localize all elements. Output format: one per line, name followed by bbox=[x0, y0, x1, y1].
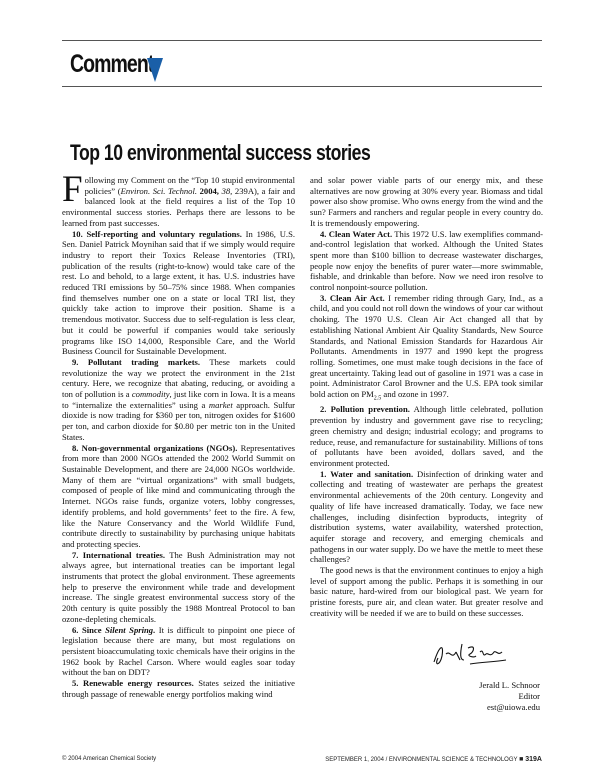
item-7: 7. International treaties. The Bush Administration may not always agree, but international treaties can be important legal instruments that protect the global environment. These agreements help to preserve the environment while trade and development increase. The single greatest environmental success story of the 20th century is quite possibly the 1988 Montreal Protocol to ban ozone-depleting chemicals. bbox=[62, 549, 295, 624]
article-title: Top 10 environmental success stories bbox=[70, 140, 371, 165]
item-9: 9. Pollutant trading markets. These markets could revolutionize the way we protect the environment in the 21st century. Here, we recognize that abating, reducing, or avoiding a ton of pollution is a commodity, just like corn in Iowa. It is a means to “internalize the externalities” using a market approach. Sulfur dioxide is now trading for $360 per ton, nitrogen oxides for $1600 per ton, and carbon dioxide for $0.80 per metric ton in the United States. bbox=[62, 356, 295, 442]
drop-cap: F bbox=[62, 169, 83, 210]
item-5-text-start: States seized the initiative through passage of renewable energy portfolios making wind bbox=[62, 678, 296, 699]
left-column bbox=[62, 169, 296, 699]
signature-block bbox=[440, 680, 540, 713]
top-rule bbox=[62, 40, 542, 41]
footer-journal: SEPTEMBER 1, 2004 / ENVIRONMENTAL SCIENCE & TECHNOLOGY ■ 319A bbox=[325, 756, 542, 763]
handwritten-signature bbox=[430, 640, 510, 670]
author-name: Jerald L. Schnoor bbox=[479, 680, 540, 690]
header-rule bbox=[62, 86, 542, 87]
triangle-marker-icon bbox=[147, 58, 163, 82]
item-8: 8. Non-governmental organizations (NGOs). Representatives from more than 2000 NGOs attended the 2002 World Summit on Sustainable Development, and there are 24,000 NGOs worldwide. Many of them are “virtual organizations” with small budgets, composed of people of like mind and communicating through the Internet. NGOs raise funds, organize voters, lobby congresses, identify problems, and hold governments’ feet to the fire. A few, like the Nature Conservancy and the World Wildlife Fund, contribute directly to sustainability by purchasing unique habitats and protecting species. bbox=[62, 442, 296, 549]
right-column bbox=[310, 175, 543, 619]
item-1: 1. Water and sanitation. Disinfection of drinking water and collecting and treating of wastewater are perhaps the greatest environmental achievements of the 20th century. Longevity and quality of life have increased dramatically. Today, we face new challenges, including disinfection byproducts, integrity of distribution systems, water availability, watershed protection, aquifer storage and recovery, and emerging chemicals and pathogens in our water supply. Do we have the mettle to meet these challenges? bbox=[310, 468, 543, 565]
footer-copyright: © 2004 American Chemical Society bbox=[62, 756, 157, 762]
author-email: est@uiowa.edu bbox=[486, 702, 540, 712]
section-label: Comment bbox=[70, 50, 154, 78]
item-6: 6. Since Silent Spring. It is difficult to pinpoint one piece of legislation because there are many, but most regulations on persistent bioaccumulating toxic chemicals have their origins in the 1962 book by Rachel Carson. Where would eagles soar today without the ban on DDT? bbox=[62, 624, 295, 678]
item-10: 10. Self-reporting and voluntary regulations. In 1986, U.S. Sen. Daniel Patrick Moynihan said that if we simply would require industry to report their Toxics Release Inventories (TRI), publication of the results (right-to-know) would take care of the rest. Lo and behold, to a large extent, it has. U.S. industries have reduced TRI emissions by 50–75% since 1988. When companies find themselves number one on a state or local TRI list, they quickly take action to improve their position. Shame is a tremendous motivator. Success due to self-regulation is less clear, but it could be powerful if companies would take seriously programs like ISO 14,000, Responsible Care, and the World Business Council for Sustainable Development. bbox=[62, 228, 295, 357]
author-role: Editor bbox=[518, 691, 540, 701]
item-3: 3. Clean Air Act. I remember riding through Gary, Ind., as a child, and you could not roll down the windows of your car without choking. The 1970 U.S. Clean Air Act changed all that by establishing National Ambient Air Quality Standards, New Source Standards, and National Emission Standards for Hazardous Air Pollutants. Amendments in 1977 and 1990 kept the progress rolling. Sometimes, one must make tough decisions in the face of great uncertainty. Taking lead out of gasoline in 1971 was a case in point. Administrator Carol Browner and the U.S. EPA took similar bold action on $PM_{2.5}$ and ozone in 1997. bbox=[310, 292, 543, 402]
item-5: 5. Renewable energy resources. States seized the initiative through passage of renewable energy portfolios making wind bbox=[62, 678, 296, 699]
page-number: ■ 319A bbox=[519, 756, 542, 763]
item-4: 4. Clean Water Act. This 1972 U.S. law exemplifies command-and-control legislation that worked. Although the United States spent more than $100 billion to decrease wastewater discharges, people now enjoy the benefits of purer water—more swimmable, fishable, and drinkable than before. Now we need iron resolve to control nonpoint-source pollution. bbox=[310, 228, 543, 293]
intro-paragraph: Following my Comment on the “Top 10 stupid environmental policies” (Environ. Sci. Technol. 2004, 38, 239A), a fair and balanced look at the field requires a list of the Top 10 environmental success stories. Perhaps there are lessons to be learned from past successes. bbox=[62, 169, 296, 228]
item-5-continued: and solar power viable parts of our energy mix, and these alternatives are now growing at 30% every year. Biomass and tidal power also show promise. Who owns energy from the wind and the sun? Farmers and ranchers and regular people in every country do. It is tremendously empowering. bbox=[310, 175, 543, 228]
item-2: 2. Pollution prevention. Although little celebrated, pollution prevention by industry and government gave rise to recycling; green chemistry and design; industrial ecology; and programs to reduce, reuse, and remanufacture for sustainability. Millions of tons of pollutants have been avoided, dollars saved, and the environment protected. bbox=[310, 404, 543, 468]
closing-paragraph: The good news is that the environment continues to enjoy a high level of support among the public. Perhaps it is something in our basic nature, hard-wired from our biological past. We yearn for pristine forests, pure air, and clean water. But greater resolve and creativity will be needed if we are to build on these successes. bbox=[310, 565, 543, 618]
